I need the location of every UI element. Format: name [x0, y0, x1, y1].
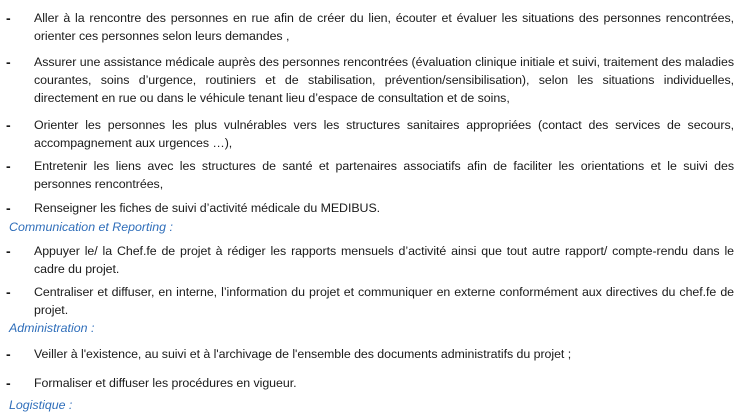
bullet-dash: - — [6, 375, 11, 391]
bullet-dash: - — [6, 346, 11, 362]
list-item-text: Aller à la rencontre des personnes en rue afin de créer du lien, écouter et évaluer les situations des personnes rencontrées, orienter ces personnes selon leurs demandes , — [34, 11, 734, 44]
bullet-dash: - — [6, 10, 11, 26]
list-item-text: Centraliser et diffuser, en interne, l’information du projet et communiquer en externe conformément aux directives du chef.fe de projet. — [34, 285, 734, 318]
bullet-dash: - — [6, 117, 11, 133]
bullet-dash: - — [6, 243, 11, 259]
section-title-logistique: Logistique : — [9, 398, 73, 412]
bullet-dash: - — [6, 158, 11, 174]
section-title-administration: Administration : — [9, 321, 95, 335]
list-item-text: Entretenir les liens avec les structures de santé et partenaires associatifs afin de faciliter les orientations et le suivi des personnes rencontrées, — [34, 159, 734, 192]
bullet-dash: - — [6, 284, 11, 300]
bullet-dash: - — [6, 200, 11, 216]
list-item-text: Formaliser et diffuser les procédures en vigueur. — [34, 376, 297, 390]
list-item-text: Orienter les personnes les plus vulnérables vers les structures sanitaires appropriées (contact des services de secours, accompagnement aux urgences …), — [34, 118, 734, 151]
list-item-text: Renseigner les fiches de suivi d’activité médicale du MEDIBUS. — [34, 201, 381, 215]
bullet-dash: - — [6, 54, 11, 70]
list-item-text: Appuyer le/ la Chef.fe de projet à rédiger les rapports mensuels d’activité ainsi que tout autre rapport/ compte-rendu dans le cadre du projet. — [34, 244, 734, 277]
section-title-communication: Communication et Reporting : — [9, 220, 173, 234]
list-item-text: Assurer une assistance médicale auprès des personnes rencontrées (évaluation clinique initiale et suivi, traitement des maladies courantes, soins d’urgence, routiniers et de stabilisation, prévention/sensibilisation), selon les situations individuelles, directement en rue ou dans le véhicule tenant lieu d’espace de consultation et de soins, — [34, 55, 734, 106]
list-item-text: Veiller à l'existence, au suivi et à l'archivage de l'ensemble des documents administratifs du projet ; — [34, 347, 572, 361]
